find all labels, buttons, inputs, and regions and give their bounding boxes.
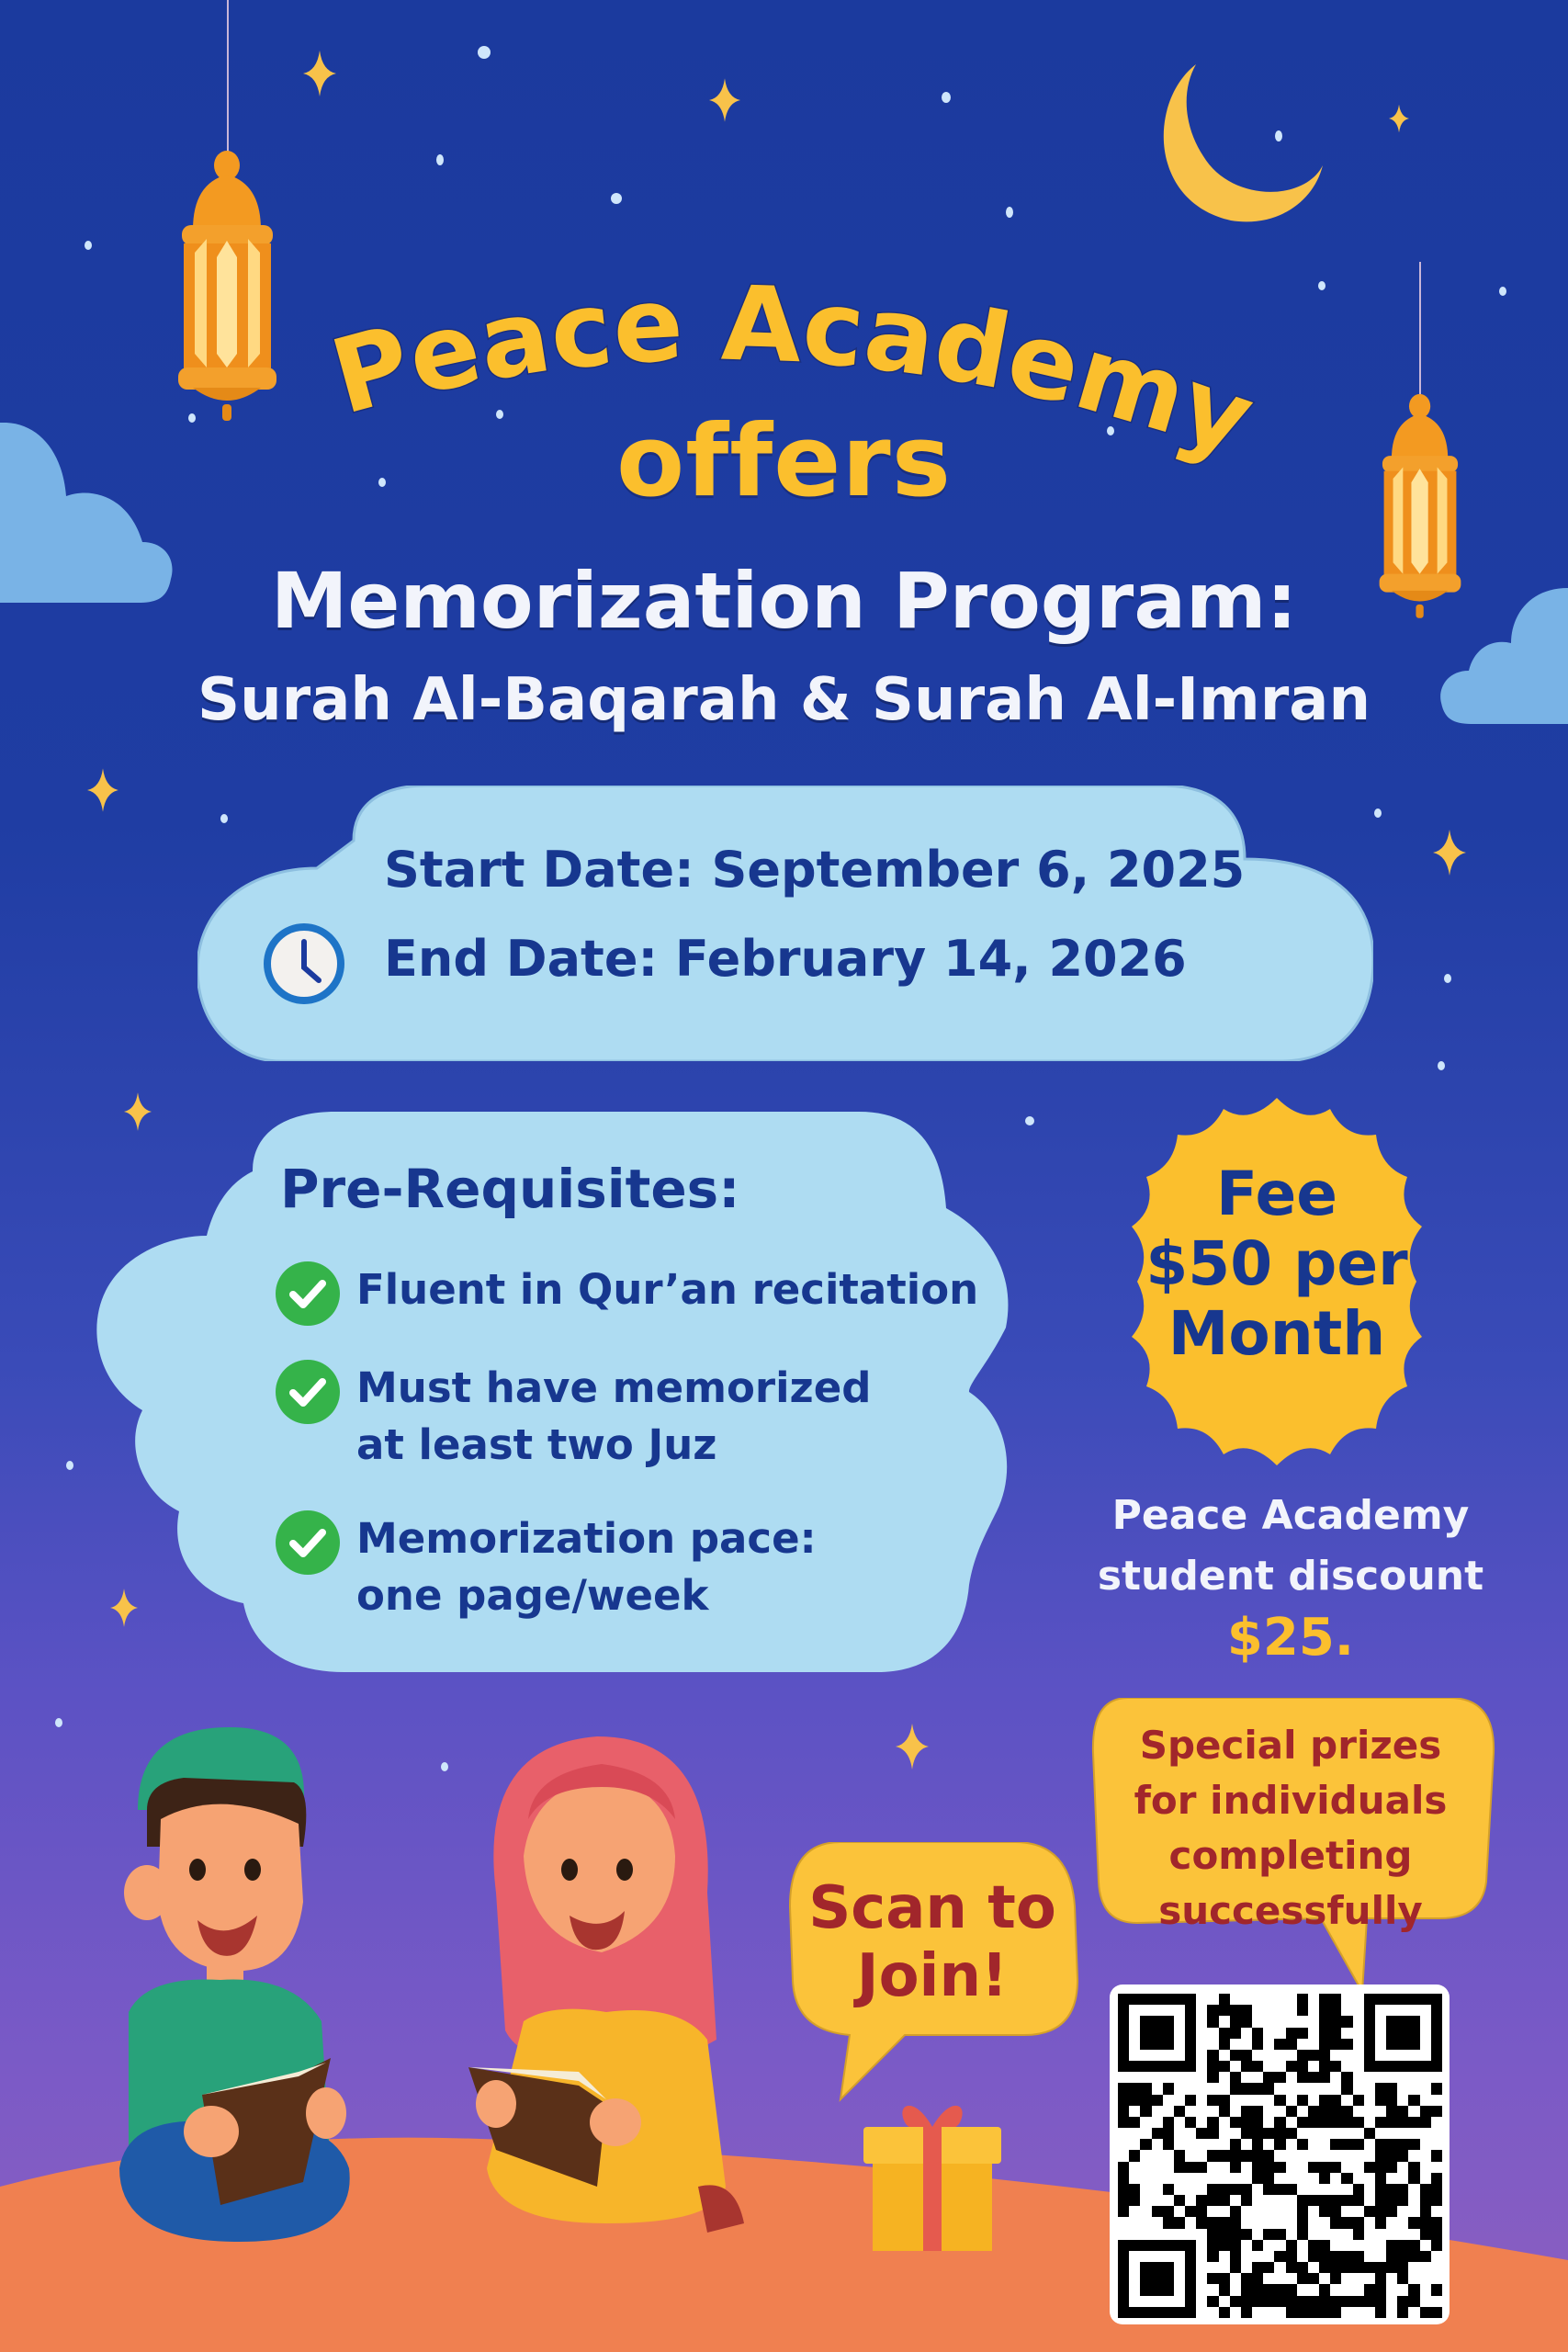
sparkle-star-icon	[1433, 827, 1466, 878]
prerequisite-text: Memorization pace:	[356, 1514, 817, 1563]
prizes-line: Special prizes	[1139, 1723, 1442, 1768]
prerequisite-item	[276, 1510, 817, 1624]
program-subtitle: Surah Al-Baqarah & Surah Al-Imran	[197, 666, 1371, 734]
date-cloud	[197, 786, 1373, 1061]
prizes-line: successfully	[1158, 1888, 1423, 1933]
prizes-text	[1098, 1718, 1483, 1939]
sparkle-star-icon	[1389, 101, 1409, 136]
fee-text	[1084, 1159, 1470, 1369]
prerequisite-text: Must have memorized	[356, 1363, 872, 1412]
prizes-line: completing	[1168, 1833, 1413, 1878]
scan-line: Scan to	[808, 1874, 1056, 1942]
sparkle-star-icon	[709, 75, 740, 125]
discount-line: Peace Academy	[1111, 1492, 1470, 1539]
discount-amount: $25.	[1226, 1608, 1355, 1668]
sparkle-star-icon	[303, 51, 336, 96]
fee-period: Month	[1168, 1298, 1386, 1369]
clock-icon	[264, 923, 344, 1004]
star-dot	[942, 92, 951, 103]
prerequisite-item	[276, 1261, 978, 1326]
sparkle-star-icon	[896, 1718, 929, 1775]
prizes-line: for individuals	[1134, 1778, 1448, 1823]
star-dot	[85, 241, 92, 250]
check-circle-icon	[276, 1360, 340, 1424]
girl-reading-illustration	[441, 1709, 790, 2260]
star-dot	[436, 154, 444, 165]
program-title: Memorization Program:	[270, 556, 1298, 646]
prerequisite-text: at least two Juz	[356, 1420, 717, 1469]
star-dot	[1438, 1061, 1445, 1070]
discount-line: student discount	[1097, 1553, 1484, 1600]
fee-label: Fee	[1216, 1159, 1337, 1229]
title-peace-academy: Peace Academy	[320, 264, 1268, 481]
end-date: End Date: February 14, 2026	[384, 930, 1187, 988]
start-date: Start Date: September 6, 2025	[384, 841, 1246, 899]
crescent-moon-icon	[1130, 64, 1332, 230]
star-dot	[611, 193, 622, 204]
check-circle-icon	[276, 1510, 340, 1575]
star-dot	[1444, 974, 1451, 983]
title-offers: offers	[616, 404, 952, 519]
check-circle-icon	[276, 1261, 340, 1326]
star-dot	[55, 1718, 62, 1727]
star-dot	[478, 46, 491, 59]
lantern-string	[227, 0, 229, 156]
qr-code[interactable]	[1118, 1994, 1442, 2318]
star-dot	[1025, 1116, 1034, 1125]
star-dot	[1374, 808, 1382, 818]
sparkle-star-icon	[87, 767, 118, 813]
prerequisites-title: Pre-Requisites:	[280, 1158, 740, 1220]
discount-text	[1089, 1486, 1493, 1607]
scan-to-join-text	[790, 1874, 1075, 2010]
gift-box-icon	[859, 2095, 1006, 2256]
fee-amount: $50 per	[1145, 1228, 1408, 1299]
prerequisite-text: Fluent in Qur’an recitation	[356, 1265, 979, 1314]
boy-reading-illustration	[110, 1709, 432, 2278]
scan-line: Join!	[856, 1942, 1009, 2010]
star-dot	[66, 1461, 73, 1470]
star-dot	[1006, 207, 1013, 218]
prerequisite-text: one page/week	[356, 1571, 709, 1620]
prerequisite-item	[276, 1360, 871, 1474]
